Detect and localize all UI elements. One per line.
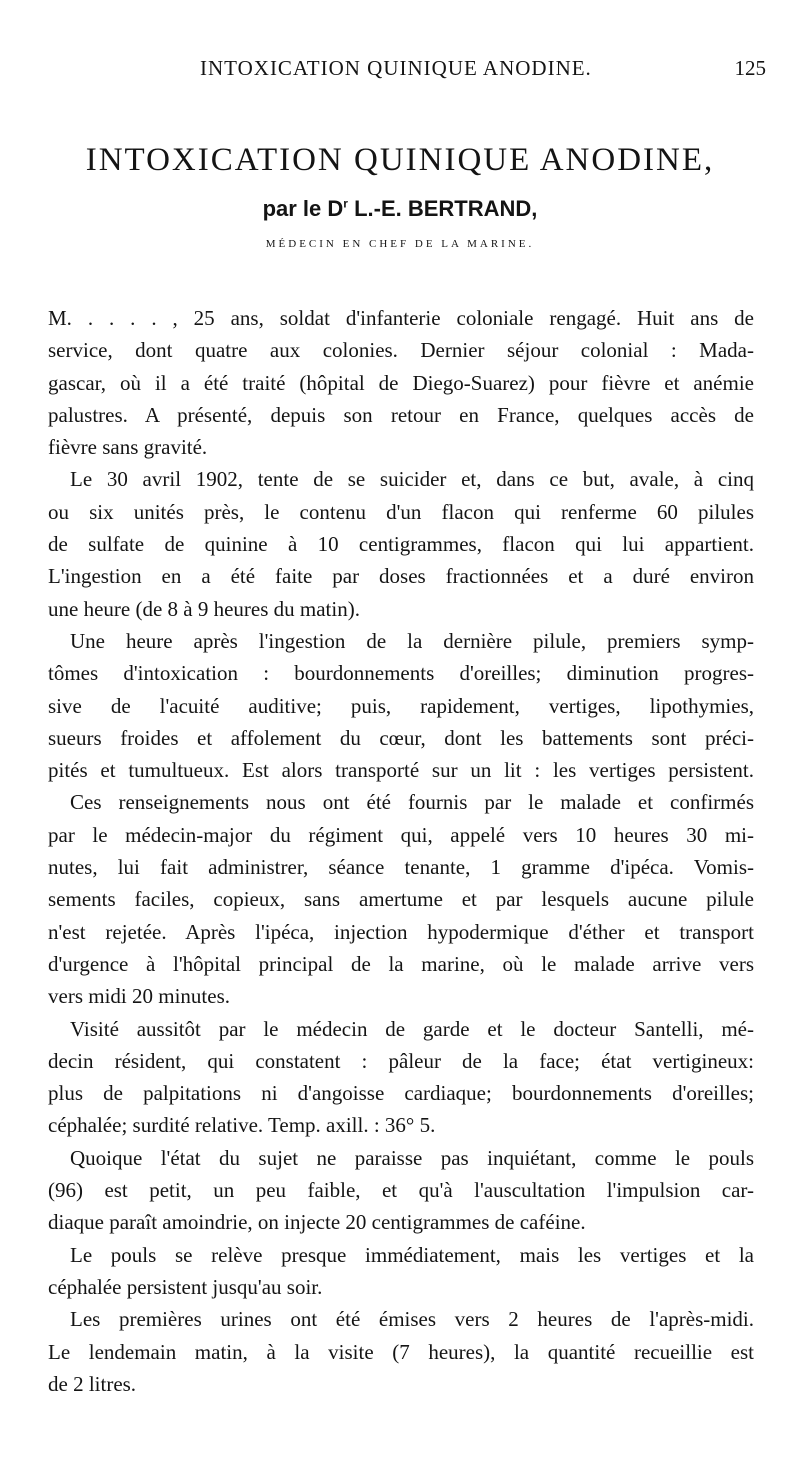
text-line: L'ingestion en a été faite par doses fractionnées et a duré environ bbox=[48, 564, 754, 589]
text-line: Quoique l'état du sujet ne paraisse pas inquiétant, comme le pouls bbox=[70, 1145, 754, 1170]
running-title: INTOXICATION QUINIQUE ANODINE. bbox=[200, 56, 592, 80]
article-title: INTOXICATION QUINIQUE ANODINE, bbox=[85, 142, 715, 178]
byline-prefix: par le D bbox=[262, 196, 344, 221]
text-line: céphalée; surdité relative. Temp. axill. : 36° 5. bbox=[48, 1113, 436, 1138]
text-line: pités et tumultueux. Est alors transporté sur un lit : les vertiges persistent. bbox=[48, 758, 754, 783]
text-line: céphalée persistent jusqu'au soir. bbox=[48, 1274, 323, 1299]
text-line: par le médecin-major du régiment qui, appelé vers 10 heures 30 mi- bbox=[48, 822, 754, 847]
text-line: decin résident, qui constatent : pâleur de la face; état vertigineux: bbox=[48, 1048, 754, 1073]
text-line: palustres. A présenté, depuis son retour en France, quelques accès de bbox=[48, 402, 754, 427]
text-line: sements faciles, copieux, sans amertume et par lesquels aucune pilule bbox=[48, 887, 754, 912]
text-line: de 2 litres. bbox=[48, 1371, 137, 1396]
text-line: (96) est petit, un peu faible, et qu'à l'auscultation l'impulsion car- bbox=[48, 1178, 754, 1203]
text-line: nutes, lui fait administrer, séance tenante, 1 gramme d'ipéca. Vomis- bbox=[48, 855, 754, 880]
text-line: diaque paraît amoindrie, on injecte 20 centigrammes de caféine. bbox=[48, 1210, 586, 1235]
text-line: Le lendemain matin, à la visite (7 heures), la quantité recueillie est bbox=[48, 1339, 754, 1364]
running-header bbox=[48, 56, 766, 86]
text-line: service, dont quatre aux colonies. Dernier séjour colonial : Mada- bbox=[48, 338, 754, 363]
byline bbox=[0, 196, 800, 222]
text-line: tômes d'intoxication : bourdonnements d'oreilles; diminution progres- bbox=[48, 661, 754, 686]
text-line: gascar, où il a été traité (hôpital de Diego-Suarez) pour fièvre et anémie bbox=[48, 370, 754, 395]
text-line: une heure (de 8 à 9 heures du matin). bbox=[48, 596, 360, 621]
text-line: Les premières urines ont été émises vers 2 heures de l'après-midi. bbox=[70, 1307, 754, 1332]
text-line: vers midi 20 minutes. bbox=[48, 984, 230, 1009]
body-text bbox=[48, 302, 754, 1400]
text-line: sueurs froides et affolement du cœur, dont les battements sont préci- bbox=[48, 725, 754, 750]
text-line: d'urgence à l'hôpital principal de la marine, où le malade arrive vers bbox=[48, 951, 754, 976]
text-line: plus de palpitations ni d'angoisse cardiaque; bourdonnements d'oreilles; bbox=[48, 1081, 754, 1106]
text-line: Le pouls se relève presque immédiatement, mais les vertiges et la bbox=[70, 1242, 754, 1267]
byline-sup: r bbox=[343, 196, 348, 211]
text-line: Visité aussitôt par le médecin de garde et le docteur Santelli, mé- bbox=[70, 1016, 754, 1041]
text-line: fièvre sans gravité. bbox=[48, 435, 208, 460]
byline-author: L.-E. BERTRAND, bbox=[347, 196, 538, 221]
text-line: M. . . . . , 25 ans, soldat d'infanterie coloniale rengagé. Huit ans de bbox=[48, 306, 754, 330]
page-number: 125 bbox=[734, 56, 766, 80]
text-line: de sulfate de quinine à 10 centigrammes, flacon qui lui appartient. bbox=[48, 532, 754, 557]
affiliation: MÉDECIN EN CHEF DE LA MARINE. bbox=[265, 238, 535, 250]
text-line: Une heure après l'ingestion de la dernière pilule, premiers symp- bbox=[70, 628, 754, 653]
text-line: ou six unités près, le contenu d'un flacon qui renferme 60 pilules bbox=[48, 499, 754, 524]
text-line: Ces renseignements nous ont été fournis par le malade et confirmés bbox=[70, 790, 754, 815]
text-line: sive de l'acuité auditive; puis, rapidement, vertiges, lipothymies, bbox=[48, 693, 754, 718]
text-line: Le 30 avril 1902, tente de se suicider et, dans ce but, avale, à cinq bbox=[70, 467, 754, 492]
text-line: n'est rejetée. Après l'ipéca, injection hypodermique d'éther et transport bbox=[48, 919, 754, 944]
